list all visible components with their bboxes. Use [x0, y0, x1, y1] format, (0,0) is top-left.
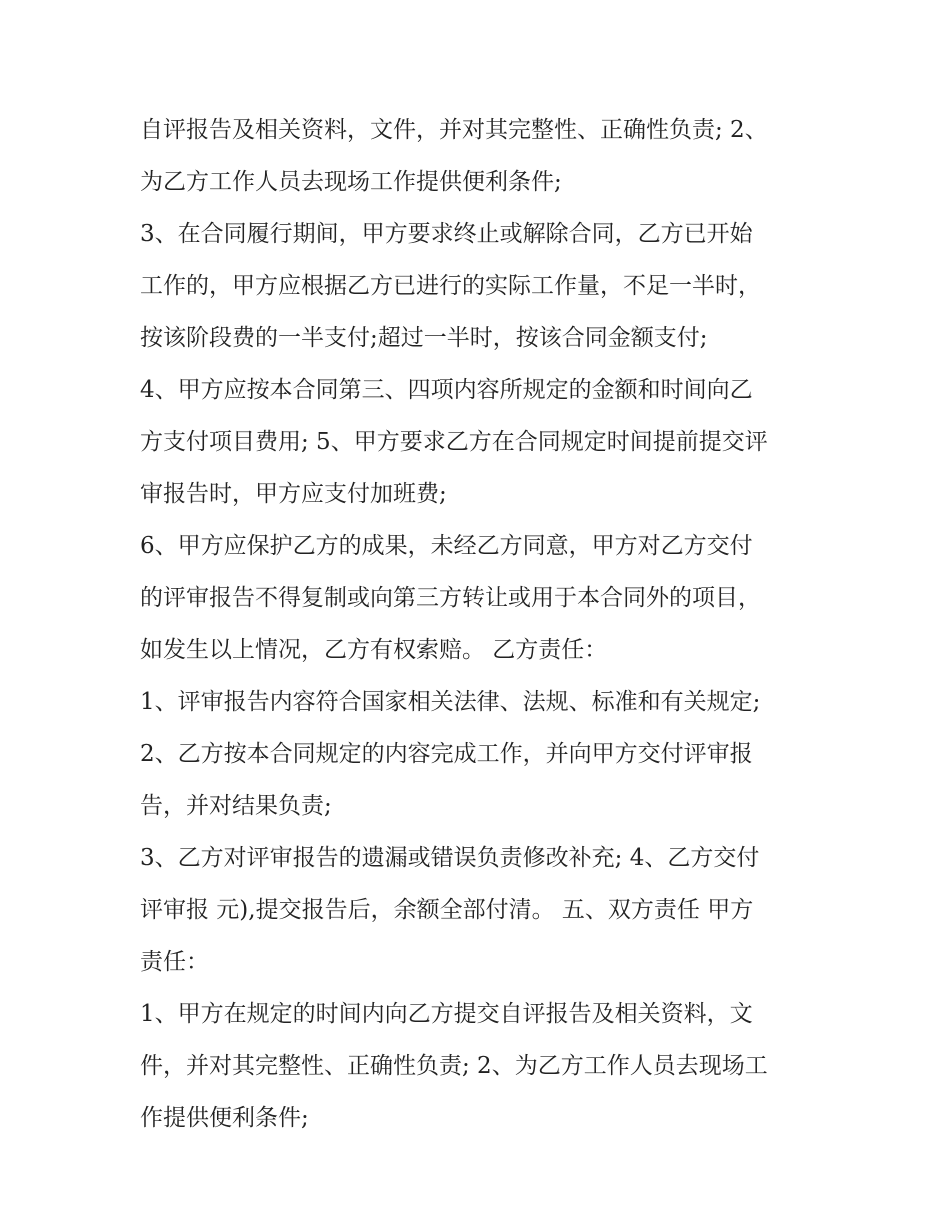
paragraph-3 [140, 364, 820, 520]
paragraph-6 [140, 728, 820, 832]
text-line: 3、在合同履行期间，甲方要求终止或解除合同，乙方已开始 [140, 221, 753, 247]
text-line: 6、甲方应保护乙方的成果，未经乙方同意，甲方对乙方交付 [140, 533, 753, 559]
text-line: 按该阶段费的一半支付;超过一半时，按该合同金额支付; [140, 325, 708, 351]
text-line: 自评报告及相关资料，文件，并对其完整性、正确性负责; 2、 [140, 117, 768, 143]
text-line: 审报告时，甲方应支付加班费; [140, 481, 447, 507]
paragraph-8 [140, 988, 820, 1144]
text-line: 作提供便利条件; [140, 1105, 309, 1131]
text-line: 1、甲方在规定的时间内向乙方提交自评报告及相关资料，文 [140, 1001, 753, 1027]
text-line: 为乙方工作人员去现场工作提供便利条件; [140, 169, 562, 195]
text-line: 方支付项目费用; 5、甲方要求乙方在合同规定时间提前提交评 [140, 429, 768, 455]
paragraph-5 [140, 676, 820, 728]
paragraph-2 [140, 208, 820, 364]
document-body [140, 104, 820, 1144]
text-line: 4、甲方应按本合同第三、四项内容所规定的金额和时间向乙 [140, 377, 753, 403]
text-line: 2、乙方按本合同规定的内容完成工作，并向甲方交付评审报 [140, 741, 753, 767]
text-line: 件，并对其完整性、正确性负责; 2、为乙方工作人员去现场工 [140, 1053, 768, 1079]
paragraph-1 [140, 104, 820, 208]
text-line: 1、评审报告内容符合国家相关法律、法规、标准和有关规定; [140, 689, 761, 715]
paragraph-4 [140, 520, 820, 676]
text-line: 评审报 元),提交报告后，余额全部付清。 五、双方责任 甲方 [140, 897, 754, 923]
text-line: 工作的，甲方应根据乙方已进行的实际工作量，不足一半时， [140, 273, 761, 299]
text-line: 如发生以上情况，乙方有权索赔。 乙方责任： [140, 637, 608, 663]
text-line: 责任： [140, 949, 209, 975]
paragraph-7 [140, 832, 820, 988]
text-line: 3、乙方对评审报告的遗漏或错误负责修改补充; 4、乙方交付 [140, 845, 760, 871]
text-line: 的评审报告不得复制或向第三方转让或用于本合同外的项目， [140, 585, 761, 611]
text-line: 告，并对结果负责; [140, 793, 332, 819]
